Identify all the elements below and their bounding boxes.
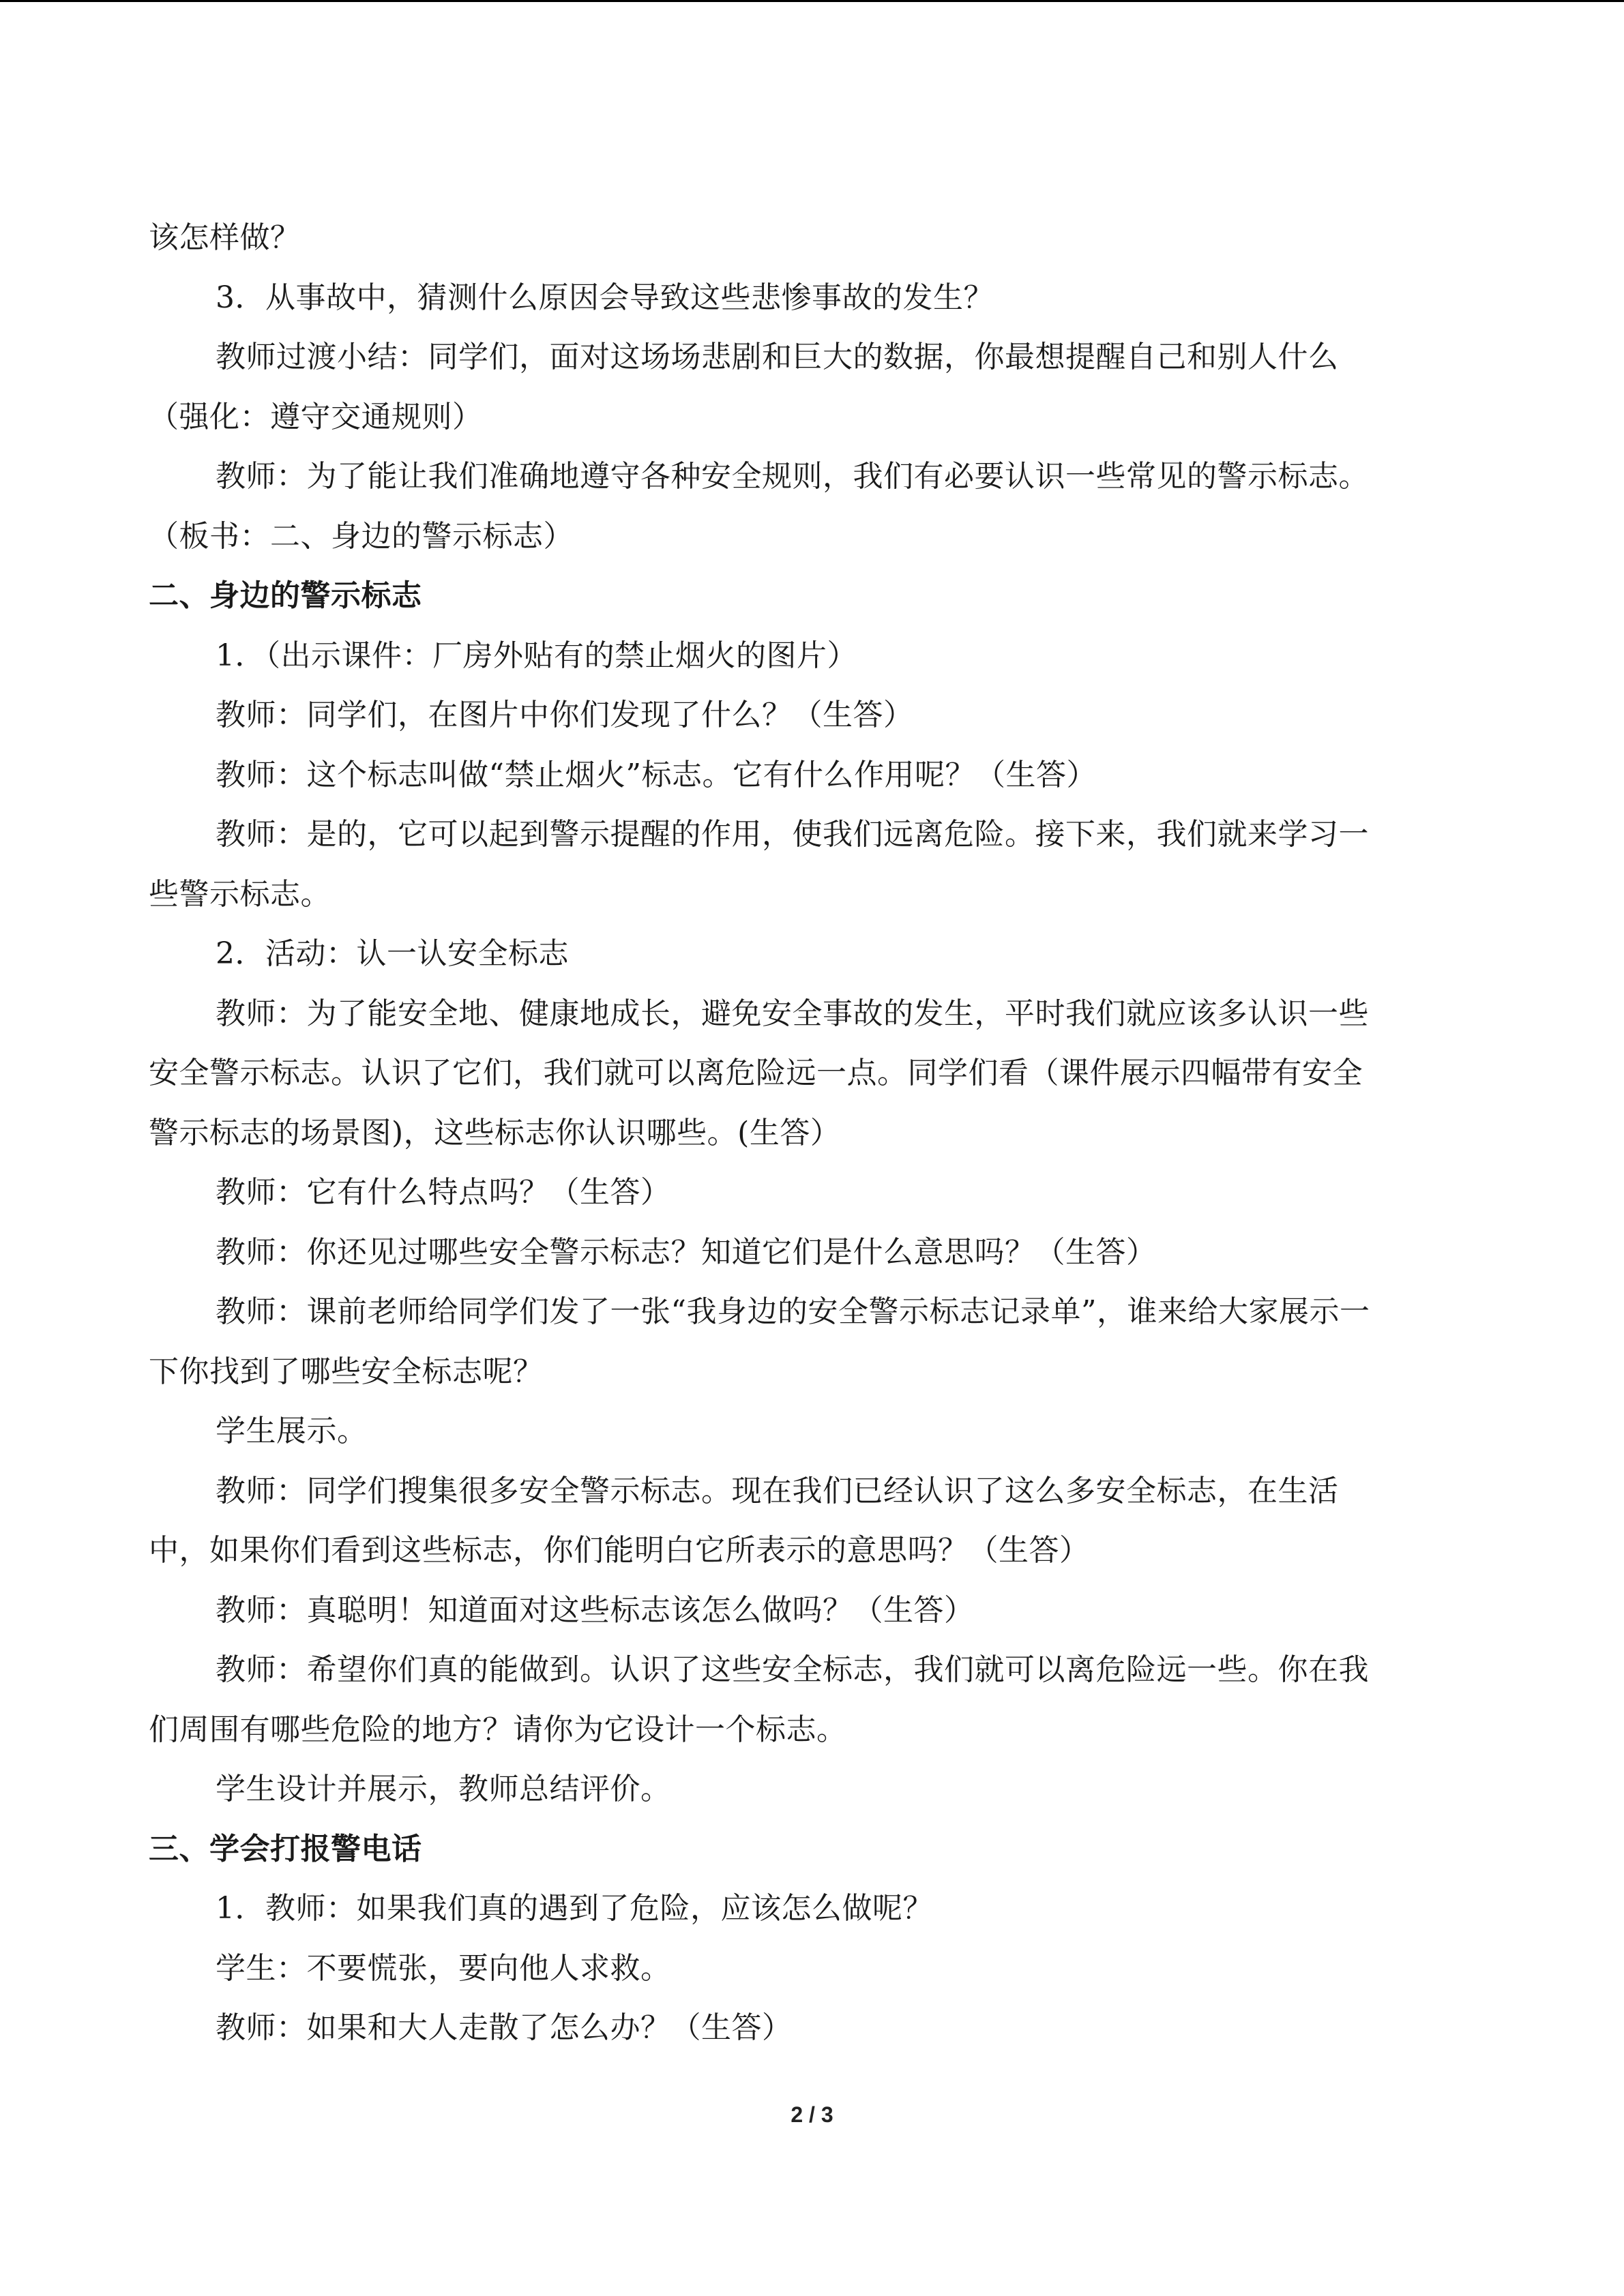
text-line: 教师：希望你们真的能做到。认识了这些安全标志，我们就可以离危险远一些。你在我 <box>216 1652 1369 1687</box>
text-line: （板书：二、身边的警示标志） <box>149 518 574 554</box>
text-line: 警示标志的场景图)，这些标志你认识哪些。(生答） <box>149 1115 841 1150</box>
text-line: 安全警示标志。认识了它们，我们就可以离危险远一点。同学们看（课件展示四幅带有安全 <box>149 1056 1363 1090</box>
page-top-border <box>0 0 1624 2</box>
text-line: （强化：遵守交通规则） <box>149 399 483 434</box>
text-line: 3．从事故中，猜测什么原因会导致这些悲惨事故的发生？ <box>216 280 994 315</box>
text-line: 们周围有哪些危险的地方？请你为它设计一个标志。 <box>149 1712 847 1747</box>
text-line: 学生：不要慌张，要向他人求救。 <box>216 1950 671 1986</box>
text-line: 教师：为了能让我们准确地遵守各种安全规则，我们有必要认识一些常见的警示标志。 <box>216 459 1369 494</box>
text-line: 教师：如果和大人走散了怎么办？（生答） <box>216 2010 793 2045</box>
text-line: 教师：你还见过哪些安全警示标志？知道它们是什么意思吗？（生答） <box>216 1234 1157 1270</box>
text-line: 教师：它有什么特点吗？（生答） <box>216 1175 671 1210</box>
text-line: 教师过渡小结：同学们，面对这场场悲剧和巨大的数据，你最想提醒自己和别人什么 <box>216 340 1339 374</box>
text-line: 2．活动：认一认安全标志 <box>216 936 569 971</box>
text-line: 些警示标志。 <box>149 876 331 912</box>
text-line: 教师：这个标志叫做“禁止烟火”标志。它有什么作用呢？（生答） <box>216 757 1097 792</box>
text-line: 该怎样做？ <box>149 220 301 255</box>
text-line: 1．教师：如果我们真的遇到了危险，应该怎么做呢？ <box>216 1891 933 1926</box>
section-heading: 二、身边的警示标志 <box>149 578 422 613</box>
text-line: 中，如果你们看到这些标志，你们能明白它所表示的意思吗？（生答） <box>149 1533 1090 1568</box>
text-line: 1．（出示课件：厂房外贴有的禁止烟火的图片） <box>216 638 857 673</box>
text-line: 学生设计并展示，教师总结评价。 <box>216 1772 671 1806</box>
text-line: 教师：真聪明！知道面对这些标志该怎么做吗？（生答） <box>216 1592 975 1628</box>
text-line: 教师：同学们，在图片中你们发现了什么？（生答） <box>216 698 914 732</box>
text-line: 学生展示。 <box>216 1414 368 1448</box>
text-line: 教师：是的，它可以起到警示提醒的作用，使我们远离危险。接下来，我们就来学习一 <box>216 817 1369 852</box>
text-line: 教师：课前老师给同学们发了一张“我身边的安全警示标志记录单”，谁来给大家展示一 <box>216 1294 1370 1329</box>
text-line: 教师：为了能安全地、健康地成长，避免安全事故的发生，平时我们就应该多认识一些 <box>216 996 1369 1031</box>
text-line: 教师：同学们搜集很多安全警示标志。现在我们已经认识了这么多安全标志，在生活 <box>216 1473 1339 1508</box>
document-body <box>149 208 1475 2058</box>
text-line: 下你找到了哪些安全标志呢？ <box>149 1354 544 1389</box>
section-heading: 三、学会打报警电话 <box>149 1831 422 1866</box>
page-number: 2 / 3 <box>791 2102 833 2127</box>
